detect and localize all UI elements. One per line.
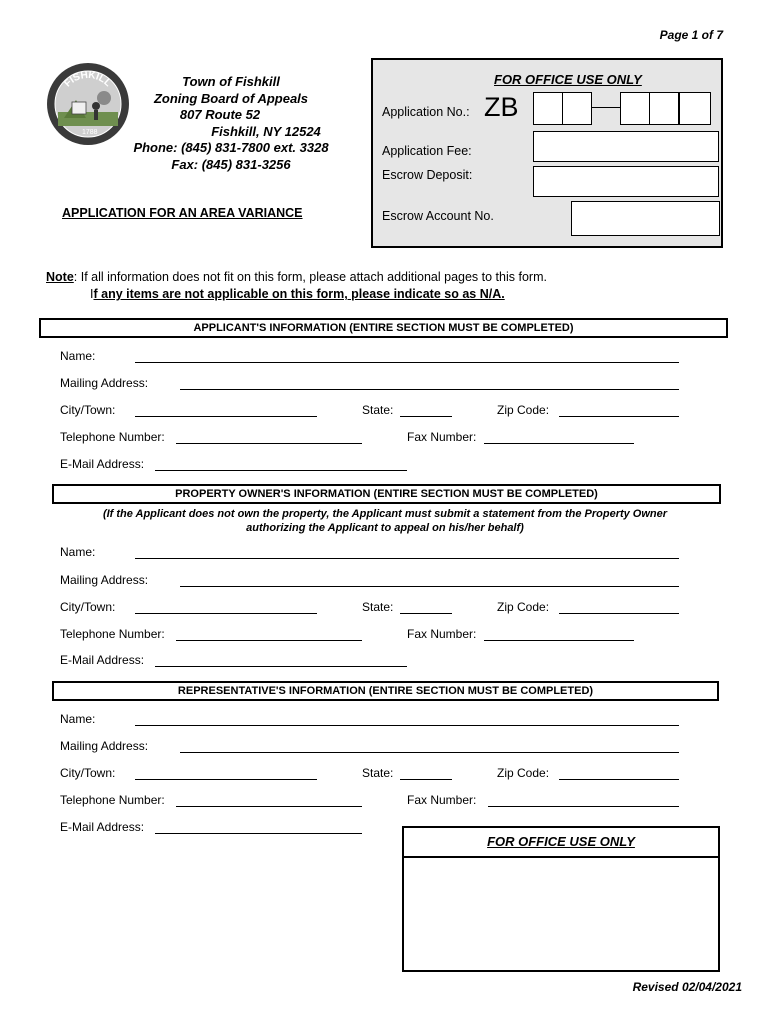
seal-year: 1788 [82, 129, 98, 136]
applicant-phone-field[interactable] [176, 443, 362, 444]
applicant-fax-field[interactable] [484, 443, 634, 444]
office-use-title: FOR OFFICE USE ONLY [494, 72, 642, 87]
seal-text: FISHKILL [62, 69, 114, 90]
escrow-deposit-label: Escrow Deposit: [382, 168, 473, 182]
note-label: Note [46, 270, 74, 284]
rep-state-field[interactable] [400, 779, 452, 780]
rep-name-field[interactable] [135, 725, 679, 726]
applicant-email-field[interactable] [155, 470, 407, 471]
app-no-cell-1[interactable] [533, 92, 563, 125]
applicant-name-label: Name: [60, 349, 96, 363]
note-line-1: : If all information does not fit on this form, please attach additional pages to this form. [73, 270, 547, 284]
owner-fax-label: Fax Number: [407, 627, 477, 641]
town-name: Town of Fishkill [182, 74, 280, 89]
note-line-2-prefix: I [90, 287, 94, 301]
application-fee-field[interactable] [533, 131, 719, 162]
owner-city-label: City/Town: [60, 600, 116, 614]
rep-phone-field[interactable] [176, 806, 362, 807]
street: 807 Route 52 [179, 107, 261, 122]
app-no-dash [592, 107, 620, 108]
owner-zip-field[interactable] [559, 613, 679, 614]
owner-fax-field[interactable] [484, 640, 634, 641]
applicant-fax-label: Fax Number: [407, 430, 477, 444]
owner-state-field[interactable] [400, 613, 452, 614]
applicant-mailing-label: Mailing Address: [60, 376, 149, 390]
owner-zip-label: Zip Code: [497, 600, 550, 614]
town-seal-logo [46, 62, 130, 146]
zb-prefix: ZB [484, 92, 519, 122]
owner-phone-label: Telephone Number: [60, 627, 165, 641]
application-fee-label: Application Fee: [382, 144, 472, 158]
rep-zip-label: Zip Code: [497, 766, 550, 780]
app-no-cell-4[interactable] [649, 92, 679, 125]
rep-city-label: City/Town: [60, 766, 116, 780]
applicant-mailing-field[interactable] [180, 389, 679, 390]
office-use-divider [402, 856, 720, 858]
escrow-account-field[interactable] [571, 201, 720, 236]
owner-section-header: PROPERTY OWNER'S INFORMATION (ENTIRE SECTION MUST BE COMPLETED) [52, 484, 721, 504]
app-no-cell-3[interactable] [620, 92, 650, 125]
town-address-block [120, 74, 342, 173]
rep-email-label: E-Mail Address: [60, 820, 145, 834]
escrow-deposit-field[interactable] [533, 166, 719, 197]
applicant-section-header: APPLICANT'S INFORMATION (ENTIRE SECTION MUST BE COMPLETED) [39, 318, 728, 338]
rep-state-label: State: [362, 766, 394, 780]
note [46, 269, 547, 303]
owner-mailing-label: Mailing Address: [60, 573, 149, 587]
owner-email-label: E-Mail Address: [60, 653, 145, 667]
owner-name-label: Name: [60, 545, 96, 559]
rep-name-label: Name: [60, 712, 96, 726]
application-no-label: Application No.: [382, 105, 470, 119]
owner-mailing-field[interactable] [180, 586, 679, 587]
applicant-email-label: E-Mail Address: [60, 457, 145, 471]
applicant-zip-field[interactable] [559, 416, 679, 417]
office-use-title-2-text: FOR OFFICE USE ONLY [487, 834, 635, 849]
applicant-city-field[interactable] [135, 416, 317, 417]
fax: Fax: (845) 831-3256 [171, 156, 291, 172]
owner-subtext-2: authorizing the Applicant to appeal on his/her behalf) [246, 522, 524, 534]
rep-phone-label: Telephone Number: [60, 793, 165, 807]
owner-city-field[interactable] [135, 613, 317, 614]
applicant-phone-label: Telephone Number: [60, 430, 165, 444]
escrow-account-label: Escrow Account No. [382, 209, 494, 223]
rep-fax-field[interactable] [488, 806, 679, 807]
rep-section-header: REPRESENTATIVE'S INFORMATION (ENTIRE SECTION MUST BE COMPLETED) [52, 681, 719, 701]
rep-zip-field[interactable] [559, 779, 679, 780]
applicant-zip-label: Zip Code: [497, 403, 550, 417]
owner-email-field[interactable] [155, 666, 407, 667]
city-state: Fishkill, NY 12524 [211, 123, 321, 139]
phone: Phone: (845) 831-7800 ext. 3328 [133, 140, 329, 155]
owner-subtext-1: (If the Applicant does not own the property, the Applicant must submit a statement from the Property Owner [102, 508, 668, 520]
app-no-cell-2[interactable] [562, 92, 592, 125]
rep-mailing-field[interactable] [180, 752, 679, 753]
rep-mailing-label: Mailing Address: [60, 739, 149, 753]
rep-city-field[interactable] [135, 779, 317, 780]
rep-fax-label: Fax Number: [407, 793, 477, 807]
applicant-state-field[interactable] [400, 416, 452, 417]
page-number: Page 1 of 7 [659, 28, 723, 42]
owner-phone-field[interactable] [176, 640, 362, 641]
rep-email-field[interactable] [155, 833, 362, 834]
applicant-state-label: State: [362, 403, 394, 417]
office-use-title-2 [402, 834, 720, 849]
note-line-2: f any items are not applicable on this form, please indicate so as N/A. [93, 287, 505, 301]
applicant-name-field[interactable] [135, 362, 679, 363]
form-title: APPLICATION FOR AN AREA VARIANCE [62, 206, 303, 220]
applicant-city-label: City/Town: [60, 403, 116, 417]
owner-state-label: State: [362, 600, 394, 614]
owner-name-field[interactable] [135, 558, 679, 559]
app-no-cell-5[interactable] [679, 92, 711, 125]
board-name: Zoning Board of Appeals [153, 90, 309, 106]
revised-date: Revised 02/04/2021 [632, 980, 742, 994]
